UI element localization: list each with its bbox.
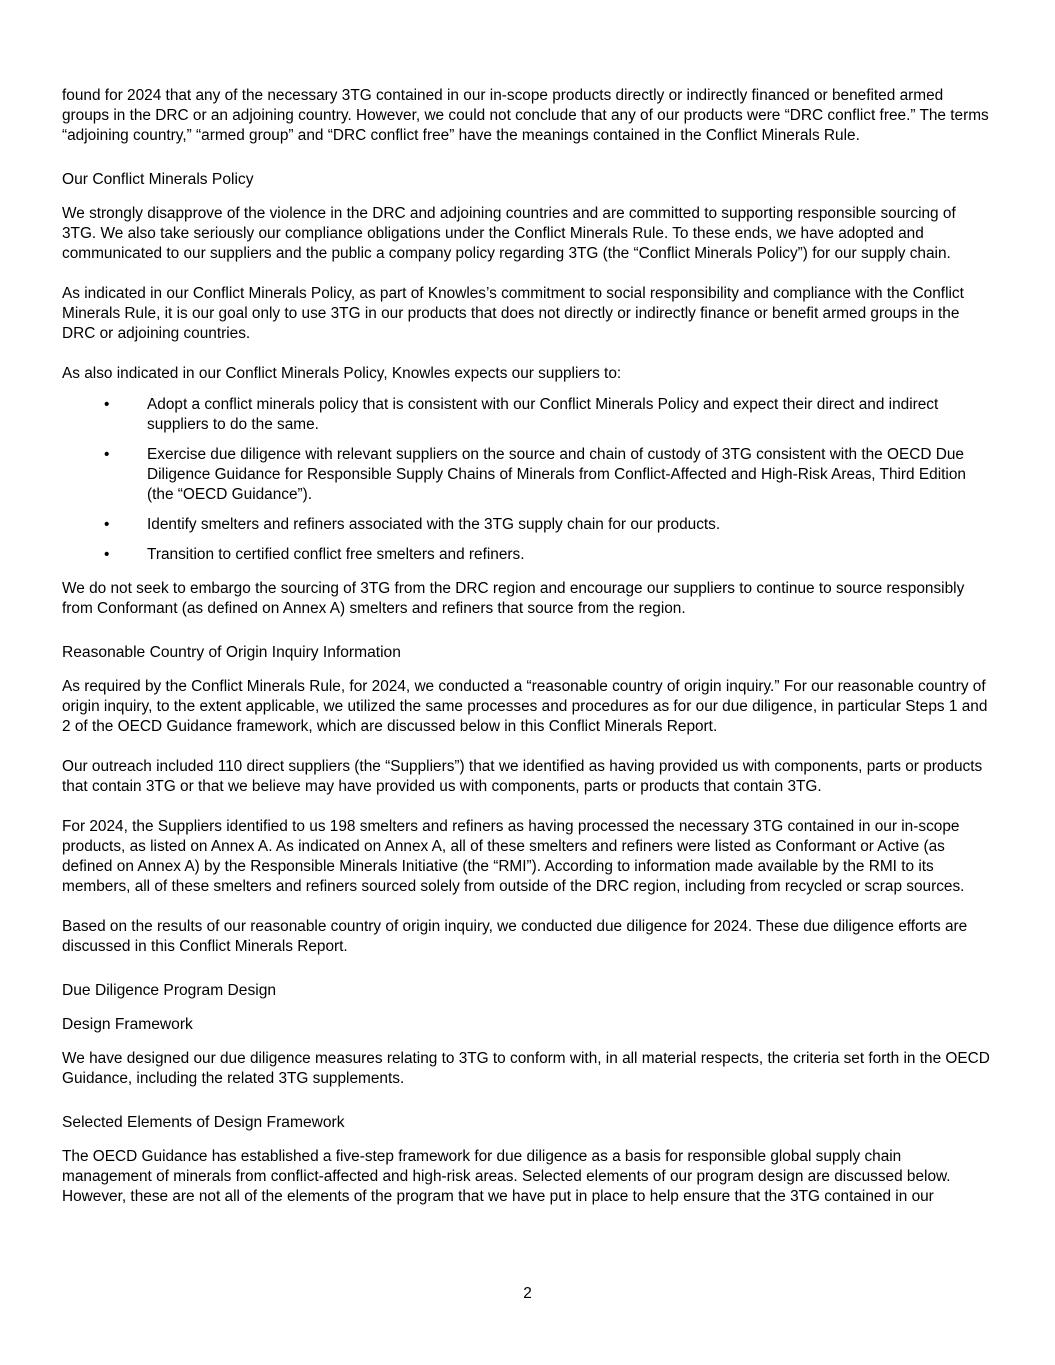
list-item [62, 545, 992, 565]
subheading-selected-elements: Selected Elements of Design Framework [62, 1114, 345, 1131]
bullet-icon: • [104, 546, 110, 563]
intro-paragraph: found for 2024 that any of the necessary 3TG contained in our in-scope products directly or indirectly financed or benefited armed groups in the DRC or an adjoining country. However, we could not conclude that any of our products were “DRC conflict free.” The terms “adjoining country,” “armed group” and “DRC conflict free” have the meanings contained in the Conflict Minerals Rule. [62, 87, 989, 144]
bullet-icon: • [104, 396, 110, 413]
policy-paragraph-3: As also indicated in our Conflict Minerals Policy, Knowles expects our suppliers to: [62, 365, 622, 382]
list-item-text: Identify smelters and refiners associated with the 3TG supply chain for our products. [147, 516, 721, 533]
list-item-text: Adopt a conflict minerals policy that is consistent with our Conflict Minerals Policy and expect their direct and indirect suppliers to do the same. [147, 396, 939, 433]
section-heading-policy: Our Conflict Minerals Policy [62, 171, 254, 188]
section-heading-rcoi: Reasonable Country of Origin Inquiry Information [62, 644, 401, 661]
list-item [62, 395, 992, 435]
elements-paragraph-1: The OECD Guidance has established a five-step framework for due diligence as a basis for responsible global supply chain management of minerals from conflict-affected and high-risk areas. Selected elements of our program design are discussed below. However, these are not all of the elements of the program that we have put in place to help ensure that the 3TG contained in our [62, 1148, 951, 1205]
page-number: 2 [523, 1285, 532, 1302]
rcoi-paragraph-4: Based on the results of our reasonable country of origin inquiry, we conducted due diligence for 2024. These due diligence efforts are discussed in this Conflict Minerals Report. [62, 918, 968, 955]
bullet-icon: • [104, 446, 110, 463]
list-item [62, 445, 992, 505]
list-item-text: Transition to certified conflict free smelters and refiners. [147, 546, 525, 563]
bullet-icon: • [104, 516, 110, 533]
list-item-text: Exercise due diligence with relevant suppliers on the source and chain of custody of 3TG consistent with the OECD Due Diligence Guidance for Responsible Supply Chains of Minerals from Conflict-Affected and High-Risk Areas, Third Edition (the “OECD Guidance”). [147, 446, 966, 503]
section-heading-program-design: Due Diligence Program Design [62, 982, 277, 999]
policy-paragraph-4: We do not seek to embargo the sourcing of 3TG from the DRC region and encourage our suppliers to continue to source responsibly from Conformant (as defined on Annex A) smelters and refiners that source from the region. [62, 580, 965, 617]
document-page [62, 86, 992, 1207]
policy-paragraph-1: We strongly disapprove of the violence in the DRC and adjoining countries and are committed to supporting responsible sourcing of 3TG. We also take seriously our compliance obligations under the Conflict Minerals Rule. To these ends, we have adopted and communicated to our suppliers and the public a company policy regarding 3TG (the “Conflict Minerals Policy”) for our supply chain. [62, 205, 956, 262]
rcoi-paragraph-1: As required by the Conflict Minerals Rule, for 2024, we conducted a “reasonable country of origin inquiry.” For our reasonable country of origin inquiry, to the extent applicable, we utilized the same processes and procedures as for our due diligence, in particular Steps 1 and 2 of the OECD Guidance framework, which are discussed below in this Conflict Minerals Report. [62, 678, 988, 735]
rcoi-paragraph-2: Our outreach included 110 direct suppliers (the “Suppliers”) that we identified as having provided us with components, parts or products that contain 3TG or that we believe may have provided us with components, parts or products that contain 3TG. [62, 758, 983, 795]
subheading-design-framework: Design Framework [62, 1016, 193, 1033]
design-paragraph-1: We have designed our due diligence measures relating to 3TG to conform with, in all material respects, the criteria set forth in the OECD Guidance, including the related 3TG supplements. [62, 1050, 990, 1087]
rcoi-paragraph-3: For 2024, the Suppliers identified to us 198 smelters and refiners as having processed the necessary 3TG contained in our in-scope products, as listed on Annex A. As indicated on Annex A, all of these smelters and refiners were listed as Conformant or Active (as defined on Annex A) by the Responsible Minerals Initiative (the “RMI”). According to information made available by the RMI to its members, all of these smelters and refiners sourced solely from outside of the DRC region, including from recycled or scrap sources. [62, 818, 965, 895]
list-item [62, 515, 992, 535]
policy-paragraph-2: As indicated in our Conflict Minerals Policy, as part of Knowles’s commitment to social responsibility and compliance with the Conflict Minerals Rule, it is our goal only to use 3TG in our products that does not directly or indirectly finance or benefit armed groups in the DRC or adjoining countries. [62, 285, 964, 342]
supplier-expectations-list [62, 395, 992, 565]
